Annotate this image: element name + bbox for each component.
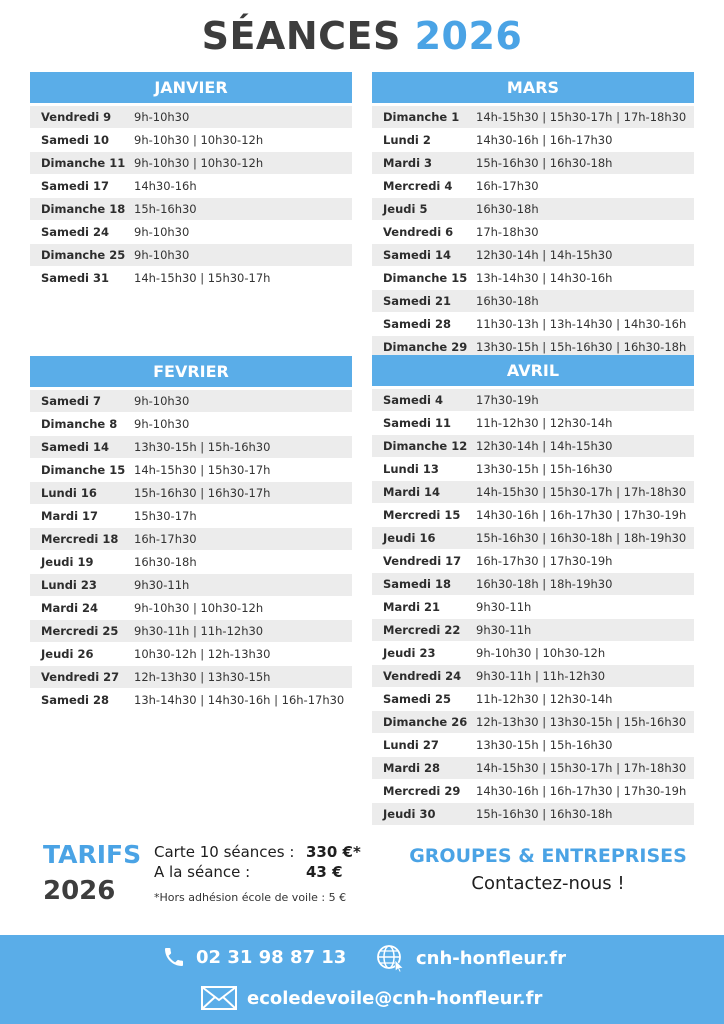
table-row xyxy=(30,106,352,128)
row-day: Samedi 24 xyxy=(41,225,110,239)
row-hours: 13h30-15h | 15h-16h30 xyxy=(134,440,271,454)
row-hours: 14h-15h30 | 15h30-17h | 17h-18h30 xyxy=(476,485,687,499)
table-row xyxy=(372,596,694,618)
title-main: SÉANCES xyxy=(201,14,401,58)
table-row xyxy=(372,267,694,289)
price-seance xyxy=(154,863,343,881)
row-hours: 15h-16h30 | 16h30-17h xyxy=(134,486,271,500)
row-day: Samedi 14 xyxy=(383,248,452,262)
schedule-list xyxy=(372,106,694,358)
row-hours: 14h30-16h | 16h-17h30 xyxy=(476,133,613,147)
table-row xyxy=(30,482,352,504)
row-hours: 9h30-11h xyxy=(476,600,532,614)
table-row xyxy=(30,413,352,435)
row-day: Samedi 28 xyxy=(41,693,110,707)
table-row xyxy=(372,152,694,174)
phone-icon xyxy=(162,945,186,969)
price-carte-label: Carte 10 séances : xyxy=(154,843,295,861)
row-hours: 9h-10h30 xyxy=(134,417,190,431)
table-row xyxy=(372,435,694,457)
table-row xyxy=(372,711,694,733)
row-hours: 13h-14h30 | 14h30-16h xyxy=(476,271,613,285)
table-row xyxy=(30,244,352,266)
table-row xyxy=(372,665,694,687)
row-day: Samedi 31 xyxy=(41,271,110,285)
row-hours: 14h-15h30 | 15h30-17h xyxy=(134,271,271,285)
row-hours: 9h-10h30 xyxy=(134,248,190,262)
table-row xyxy=(372,757,694,779)
row-day: Mercredi 25 xyxy=(41,624,119,638)
row-hours: 17h30-19h xyxy=(476,393,539,407)
row-day: Samedi 7 xyxy=(41,394,102,408)
table-row xyxy=(372,734,694,756)
price-carte xyxy=(154,843,361,861)
phone-number: 02 31 98 87 13 xyxy=(196,946,347,968)
table-row xyxy=(372,290,694,312)
row-day: Samedi 10 xyxy=(41,133,110,147)
table-row xyxy=(372,642,694,664)
table-row xyxy=(372,573,694,595)
row-day: Samedi 4 xyxy=(383,393,444,407)
table-row xyxy=(30,551,352,573)
row-day: Mardi 21 xyxy=(383,600,441,614)
row-hours: 14h30-16h xyxy=(134,179,197,193)
schedule-list xyxy=(30,390,352,711)
table-row xyxy=(372,221,694,243)
table-row xyxy=(30,198,352,220)
month-header: AVRIL xyxy=(372,355,694,386)
month-header: MARS xyxy=(372,72,694,103)
row-day: Dimanche 15 xyxy=(383,271,468,285)
row-hours: 9h-10h30 | 10h30-12h xyxy=(134,133,264,147)
row-day: Jeudi 16 xyxy=(383,531,436,545)
row-day: Vendredi 6 xyxy=(383,225,454,239)
table-row xyxy=(372,175,694,197)
table-row xyxy=(372,412,694,434)
row-hours: 16h-17h30 | 17h30-19h xyxy=(476,554,613,568)
row-day: Dimanche 1 xyxy=(383,110,460,124)
row-hours: 16h-17h30 xyxy=(476,179,539,193)
groupes-title: GROUPES & ENTREPRISES xyxy=(409,845,687,867)
table-row xyxy=(372,129,694,151)
table-row xyxy=(372,550,694,572)
price-note: *Hors adhésion école de voile : 5 € xyxy=(154,891,347,904)
table-row xyxy=(30,597,352,619)
row-day: Dimanche 18 xyxy=(41,202,126,216)
website-link: cnh-honfleur.fr xyxy=(416,947,566,969)
row-day: Dimanche 11 xyxy=(41,156,126,170)
row-hours: 12h30-14h | 14h-15h30 xyxy=(476,248,613,262)
row-hours: 9h30-11h | 11h-12h30 xyxy=(134,624,264,638)
row-day: Jeudi 19 xyxy=(41,555,94,569)
month-header: JANVIER xyxy=(30,72,352,103)
row-day: Jeudi 26 xyxy=(41,647,94,661)
price-seance-value: 43 € xyxy=(306,863,343,881)
footer-email[interactable] xyxy=(201,986,542,1010)
row-day: Dimanche 8 xyxy=(41,417,118,431)
row-day: Mardi 28 xyxy=(383,761,441,775)
footer-phone[interactable] xyxy=(162,945,346,969)
row-hours: 14h-15h30 | 15h30-17h | 17h-18h30 xyxy=(476,761,687,775)
row-hours: 14h-15h30 | 15h30-17h | 17h-18h30 xyxy=(476,110,687,124)
row-day: Samedi 28 xyxy=(383,317,452,331)
tarifs-label: TARIFS xyxy=(43,840,142,869)
row-hours: 15h-16h30 | 16h30-18h xyxy=(476,156,613,170)
row-hours: 13h30-15h | 15h-16h30 xyxy=(476,738,613,752)
row-day: Dimanche 26 xyxy=(383,715,468,729)
row-hours: 16h-17h30 xyxy=(134,532,197,546)
row-hours: 11h-12h30 | 12h30-14h xyxy=(476,416,613,430)
row-day: Jeudi 5 xyxy=(383,202,428,216)
row-hours: 13h-14h30 | 14h30-16h | 16h-17h30 xyxy=(134,693,345,707)
table-row xyxy=(30,643,352,665)
row-day: Samedi 21 xyxy=(383,294,452,308)
row-day: Lundi 2 xyxy=(383,133,431,147)
table-row xyxy=(30,390,352,412)
table-row xyxy=(30,267,352,289)
row-hours: 12h-13h30 | 13h30-15h | 15h-16h30 xyxy=(476,715,687,729)
table-row xyxy=(372,198,694,220)
table-row xyxy=(30,574,352,596)
row-hours: 9h-10h30 | 10h30-12h xyxy=(476,646,606,660)
row-day: Vendredi 17 xyxy=(383,554,462,568)
table-row xyxy=(30,221,352,243)
row-hours: 9h-10h30 | 10h30-12h xyxy=(134,601,264,615)
table-row xyxy=(30,152,352,174)
row-day: Jeudi 30 xyxy=(383,807,436,821)
month-mars xyxy=(372,72,694,359)
row-hours: 15h-16h30 | 16h30-18h | 18h-19h30 xyxy=(476,531,687,545)
contact-link[interactable]: Contactez-nous ! xyxy=(471,873,625,894)
schedule-list xyxy=(30,106,352,289)
table-row xyxy=(372,688,694,710)
row-day: Jeudi 23 xyxy=(383,646,436,660)
page-title xyxy=(0,14,724,58)
row-day: Mardi 3 xyxy=(383,156,433,170)
footer-website[interactable] xyxy=(376,944,566,972)
table-row xyxy=(30,459,352,481)
row-day: Vendredi 9 xyxy=(41,110,112,124)
row-hours: 16h30-18h xyxy=(134,555,197,569)
row-hours: 11h30-13h | 13h-14h30 | 14h30-16h xyxy=(476,317,687,331)
row-day: Lundi 13 xyxy=(383,462,439,476)
row-hours: 15h-16h30 | 16h30-18h xyxy=(476,807,613,821)
row-day: Mercredi 29 xyxy=(383,784,461,798)
row-day: Dimanche 25 xyxy=(41,248,126,262)
row-hours: 12h30-14h | 14h-15h30 xyxy=(476,439,613,453)
row-day: Mercredi 15 xyxy=(383,508,461,522)
row-day: Samedi 25 xyxy=(383,692,452,706)
schedule-list xyxy=(372,389,694,825)
month-header: FEVRIER xyxy=(30,356,352,387)
table-row xyxy=(372,244,694,266)
month-avril xyxy=(372,355,694,826)
table-row xyxy=(30,620,352,642)
row-hours: 16h30-18h xyxy=(476,294,539,308)
table-row xyxy=(372,481,694,503)
row-day: Dimanche 15 xyxy=(41,463,126,477)
table-row xyxy=(30,689,352,711)
row-day: Lundi 27 xyxy=(383,738,439,752)
row-day: Mercredi 22 xyxy=(383,623,461,637)
row-hours: 15h30-17h xyxy=(134,509,197,523)
row-hours: 13h30-15h | 15h-16h30 xyxy=(476,462,613,476)
row-hours: 9h30-11h xyxy=(476,623,532,637)
row-hours: 16h30-18h | 18h-19h30 xyxy=(476,577,613,591)
row-hours: 13h30-15h | 15h-16h30 | 16h30-18h xyxy=(476,340,687,354)
mail-icon xyxy=(201,986,237,1010)
row-day: Mercredi 18 xyxy=(41,532,119,546)
row-hours: 16h30-18h xyxy=(476,202,539,216)
row-hours: 9h-10h30 xyxy=(134,225,190,239)
row-hours: 15h-16h30 xyxy=(134,202,197,216)
row-hours: 11h-12h30 | 12h30-14h xyxy=(476,692,613,706)
row-hours: 14h30-16h | 16h-17h30 | 17h30-19h xyxy=(476,784,687,798)
footer xyxy=(0,935,724,1024)
table-row xyxy=(372,458,694,480)
price-seance-label: A la séance : xyxy=(154,863,251,881)
month-janvier xyxy=(30,72,352,290)
month-fevrier xyxy=(30,356,352,712)
email-link: ecoledevoile@cnh-honfleur.fr xyxy=(247,987,543,1009)
row-day: Lundi 23 xyxy=(41,578,97,592)
row-hours: 12h-13h30 | 13h30-15h xyxy=(134,670,271,684)
table-row xyxy=(372,619,694,641)
row-day: Dimanche 29 xyxy=(383,340,468,354)
row-day: Lundi 16 xyxy=(41,486,97,500)
row-day: Samedi 17 xyxy=(41,179,110,193)
row-day: Mercredi 4 xyxy=(383,179,453,193)
table-row xyxy=(372,527,694,549)
table-row xyxy=(372,106,694,128)
row-day: Samedi 14 xyxy=(41,440,110,454)
table-row xyxy=(30,436,352,458)
table-row xyxy=(372,389,694,411)
table-row xyxy=(30,666,352,688)
table-row xyxy=(372,313,694,335)
row-day: Mardi 14 xyxy=(383,485,441,499)
row-day: Vendredi 27 xyxy=(41,670,120,684)
row-hours: 9h30-11h | 11h-12h30 xyxy=(476,669,606,683)
table-row xyxy=(372,504,694,526)
title-year: 2026 xyxy=(414,14,523,58)
row-hours: 9h-10h30 | 10h30-12h xyxy=(134,156,264,170)
table-row xyxy=(30,129,352,151)
table-row xyxy=(30,175,352,197)
row-day: Samedi 18 xyxy=(383,577,452,591)
row-hours: 9h-10h30 xyxy=(134,110,190,124)
table-row xyxy=(372,803,694,825)
table-row xyxy=(30,528,352,550)
row-day: Dimanche 12 xyxy=(383,439,468,453)
row-hours: 10h30-12h | 12h-13h30 xyxy=(134,647,271,661)
row-hours: 9h-10h30 xyxy=(134,394,190,408)
table-row xyxy=(30,505,352,527)
price-carte-value: 330 €* xyxy=(306,843,361,861)
row-hours: 14h30-16h | 16h-17h30 | 17h30-19h xyxy=(476,508,687,522)
row-day: Mardi 24 xyxy=(41,601,99,615)
row-hours: 9h30-11h xyxy=(134,578,190,592)
row-day: Vendredi 24 xyxy=(383,669,462,683)
row-hours: 17h-18h30 xyxy=(476,225,539,239)
tarifs-year: 2026 xyxy=(43,876,116,906)
table-row xyxy=(372,780,694,802)
row-day: Mardi 17 xyxy=(41,509,99,523)
row-day: Samedi 11 xyxy=(383,416,452,430)
globe-icon xyxy=(376,944,406,972)
row-hours: 14h-15h30 | 15h30-17h xyxy=(134,463,271,477)
